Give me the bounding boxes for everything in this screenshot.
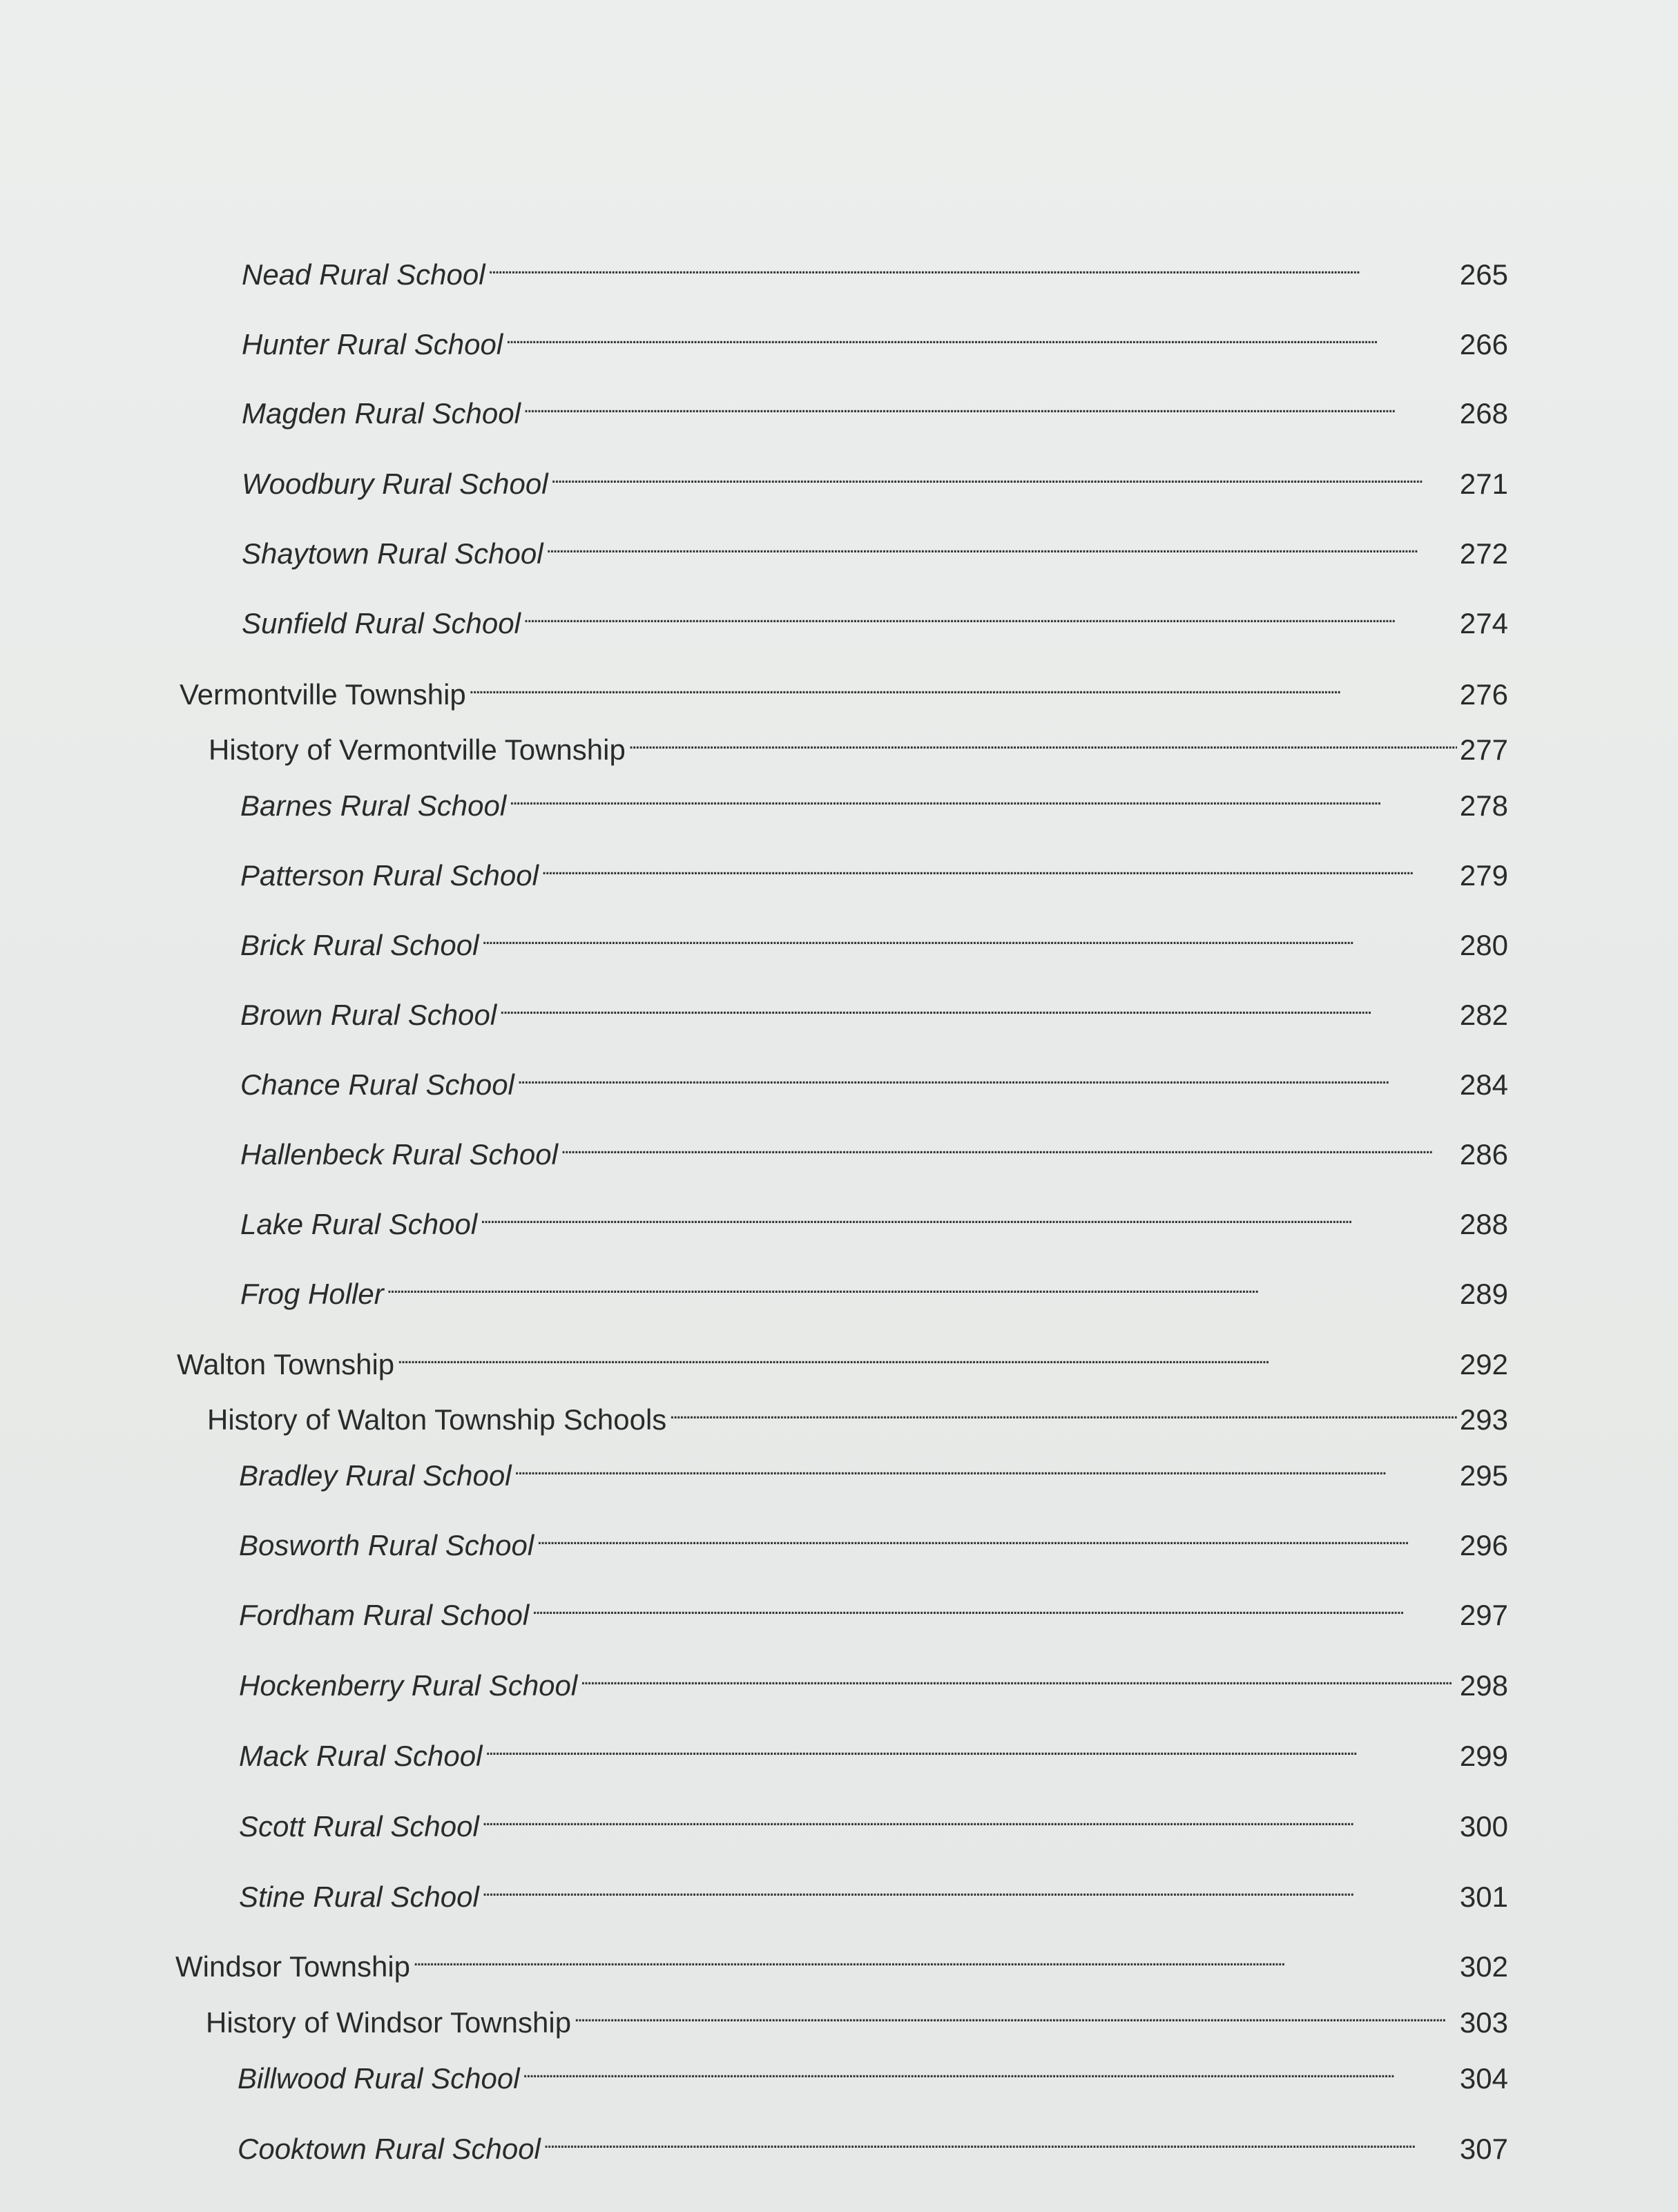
dot-leader [485,1731,1456,1766]
toc-entry-page: 302 [1459,1950,1508,1983]
toc-entry-history [207,1395,1508,1436]
toc-entry-school [239,1872,1508,1913]
toc-entry-school [240,1269,1508,1310]
toc-entry-school [239,1590,1508,1631]
toc-entry-school [239,1731,1508,1772]
toc-entry-page: 304 [1459,2062,1508,2095]
toc-entry-page: 268 [1459,397,1508,430]
toc-entry-school [242,529,1508,570]
dot-leader [480,1200,1457,1234]
toc-entry-page: 296 [1459,1529,1508,1561]
toc-entry-page: 282 [1459,999,1508,1031]
toc-entry-title: Vermontville Township [180,678,466,711]
dot-leader [481,921,1456,955]
toc-entry-page: 265 [1459,258,1508,291]
toc-entry-title: History of Vermontville Township [209,733,626,766]
dot-leader [523,389,1457,423]
toc-entry-title: Cooktown Rural School [238,2133,541,2165]
dot-leader [523,2054,1457,2088]
dot-leader [537,1521,1457,1555]
toc-entry-page: 271 [1459,468,1508,500]
toc-entry-school [242,459,1508,500]
toc-entry-page: 278 [1459,789,1508,822]
toc-entry-page: 295 [1459,1459,1508,1492]
toc-entry-school [240,990,1508,1031]
toc-entry-page: 297 [1459,1599,1508,1631]
dot-leader [397,1340,1457,1374]
toc-entry-school [240,781,1508,822]
toc-entry-school [240,921,1508,961]
toc-entry-title: Magden Rural School [242,397,521,430]
toc-entry-page: 303 [1459,2006,1508,2039]
toc-entry-school [242,389,1508,430]
dot-leader [505,320,1457,354]
toc-entry-title: Nead Rural School [242,258,485,291]
toc-entry-title: Sunfield Rural School [242,607,521,639]
toc-entry-school [239,1802,1508,1843]
toc-entry-school [242,599,1508,639]
toc-entry-school [242,320,1508,360]
dot-leader [413,1942,1457,1977]
toc-entry-title: Scott Rural School [239,1810,479,1843]
toc-entry-page: 299 [1459,1740,1508,1772]
toc-entry-page: 289 [1459,1278,1508,1310]
toc-entry-page: 288 [1459,1208,1508,1240]
toc-entry-title: Hunter Rural School [242,328,503,360]
toc-entry-school [238,2124,1508,2165]
toc-entry-title: Barnes Rural School [240,789,507,822]
toc-entry-title: Bosworth Rural School [239,1529,534,1561]
dot-leader [669,1395,1457,1430]
toc-entry-page: 307 [1459,2133,1508,2165]
toc-entry-title: Chance Rural School [240,1068,514,1101]
toc-entry-history [209,725,1508,766]
toc-entry-school [242,250,1508,291]
toc-entry-school [240,1200,1508,1240]
toc-entry-page: 266 [1459,328,1508,360]
toc-entry-page: 280 [1459,929,1508,961]
dot-leader [546,529,1457,564]
dot-leader [509,781,1457,816]
toc-entry-school [239,1451,1508,1492]
toc-entry-history [206,1998,1508,2039]
toc-entry-township [175,1942,1508,1983]
toc-entry-title: Billwood Rural School [238,2062,520,2095]
toc-entry-school [240,851,1508,892]
toc-entry-school [238,2054,1508,2095]
toc-entry-page: 279 [1459,859,1508,892]
dot-leader [523,599,1457,633]
toc-entry-title: Shaytown Rural School [242,537,543,570]
toc-entry-title: Walton Township [177,1348,395,1381]
toc-entry-township [180,670,1508,711]
toc-entry-page: 300 [1459,1810,1508,1843]
dot-leader [543,2124,1457,2159]
toc-entry-school [240,1130,1508,1171]
toc-entry-page: 272 [1459,537,1508,570]
toc-entry-title: Patterson Rural School [240,859,539,892]
toc-entry-page: 301 [1459,1881,1508,1913]
toc-entry-title: Mack Rural School [239,1740,483,1772]
dot-leader [628,725,1457,760]
toc-entry-page: 276 [1459,678,1508,711]
toc-entry-page: 277 [1459,733,1508,766]
toc-entry-title: Hallenbeck Rural School [240,1138,558,1171]
toc-entry-title: Hockenberry Rural School [239,1669,578,1702]
dot-leader [469,670,1457,704]
dot-leader [488,250,1457,285]
toc-entry-title: Brown Rural School [240,999,497,1031]
dot-leader [514,1451,1457,1485]
toc-entry-school [240,1060,1508,1101]
toc-entry-title: Brick Rural School [240,929,479,961]
toc-entry-title: Bradley Rural School [239,1459,512,1492]
toc-entry-page: 292 [1459,1348,1508,1381]
dot-leader [551,459,1457,494]
toc-entry-page: 286 [1459,1138,1508,1171]
toc-entry-title: Fordham Rural School [239,1599,530,1631]
dot-leader [387,1269,1457,1304]
dot-leader [561,1130,1457,1164]
toc-entry-school [239,1521,1508,1561]
toc-entry-township [177,1340,1508,1381]
toc-entry-title: Frog Holler [240,1278,384,1310]
dot-leader [482,1872,1457,1907]
dot-leader [580,1661,1457,1695]
toc-entry-school [239,1661,1508,1702]
dot-leader [541,851,1457,885]
toc-entry-page: 298 [1459,1669,1508,1702]
toc-entry-title: Lake Rural School [240,1208,478,1240]
toc-entry-page: 274 [1459,607,1508,639]
toc-entry-title: History of Windsor Township [206,2006,572,2039]
dot-leader [517,1060,1457,1095]
toc-entry-title: Woodbury Rural School [242,468,548,500]
toc-entry-title: Windsor Township [175,1950,411,1983]
dot-leader [574,1998,1457,2032]
toc-entry-title: History of Walton Township Schools [207,1403,667,1436]
dot-leader [499,990,1457,1025]
toc-entry-page: 293 [1459,1403,1508,1436]
toc-entry-title: Stine Rural School [239,1881,479,1913]
toc-entry-page: 284 [1459,1068,1508,1101]
dot-leader [532,1590,1457,1625]
dot-leader [482,1802,1457,1836]
